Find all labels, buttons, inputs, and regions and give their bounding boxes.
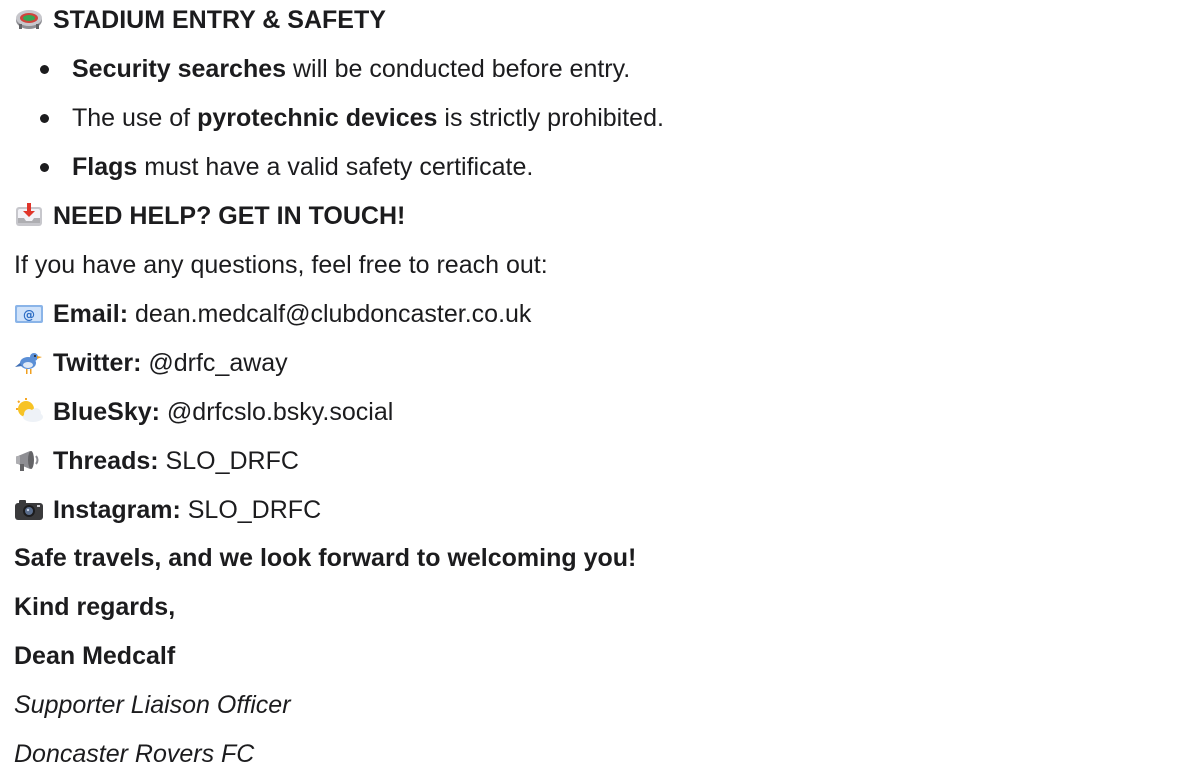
svg-text:@: @ (23, 308, 35, 322)
bullet-dot (40, 114, 49, 123)
contact-instagram (14, 495, 321, 525)
signature-name: Dean Medcalf (14, 642, 176, 670)
threads-handle[interactable]: SLO_DRFC (158, 447, 299, 475)
contact-twitter (14, 348, 288, 378)
bullet-bold: Security searches (72, 55, 287, 83)
help-intro: If you have any questions, feel free to reach out: (14, 251, 548, 279)
signature-role: Supporter Liaison Officer (14, 691, 291, 719)
contact-bluesky (14, 397, 393, 427)
bullet-dot (40, 65, 49, 74)
bullet-post: is strictly prohibited. (437, 104, 664, 132)
contact-label: Instagram: (53, 496, 181, 524)
inbox-tray-icon (14, 202, 44, 228)
bluesky-handle[interactable]: @drfcslo.bsky.social (159, 398, 394, 426)
stadium-heading (14, 5, 386, 35)
twitter-handle[interactable]: @drfc_away (141, 349, 288, 377)
stadium-title: STADIUM ENTRY & SAFETY (53, 6, 386, 34)
help-heading (14, 201, 405, 231)
contact-label: Email: (53, 300, 129, 328)
instagram-handle[interactable]: SLO_DRFC (180, 496, 322, 524)
contact-email (14, 299, 531, 329)
contact-label: Twitter: (53, 349, 142, 377)
bullet-post: will be conducted before entry. (286, 55, 631, 83)
bird-icon (14, 349, 44, 375)
contact-threads (14, 446, 299, 476)
signature-club: Doncaster Rovers FC (14, 740, 255, 768)
bullet-dot (40, 163, 49, 172)
help-title: NEED HELP? GET IN TOUCH! (53, 202, 406, 230)
bullet-post: must have a valid safety certificate. (137, 153, 534, 181)
bullet-bold: Flags (72, 153, 138, 181)
contact-label: Threads: (53, 447, 159, 475)
email-icon (14, 300, 44, 326)
regards-text: Kind regards, (14, 593, 176, 621)
bullet-bold: pyrotechnic devices (197, 104, 438, 132)
farewell-text: Safe travels, and we look forward to welcoming you! (14, 544, 637, 572)
bullet-pre: The use of (72, 104, 198, 132)
stadium-icon (14, 6, 44, 32)
contact-label: BlueSky: (53, 398, 160, 426)
megaphone-icon (14, 447, 44, 473)
email-address[interactable]: dean.medcalf@clubdoncaster.co.uk (128, 300, 532, 328)
camera-icon (14, 496, 44, 522)
sun-behind-cloud-icon (14, 398, 44, 424)
